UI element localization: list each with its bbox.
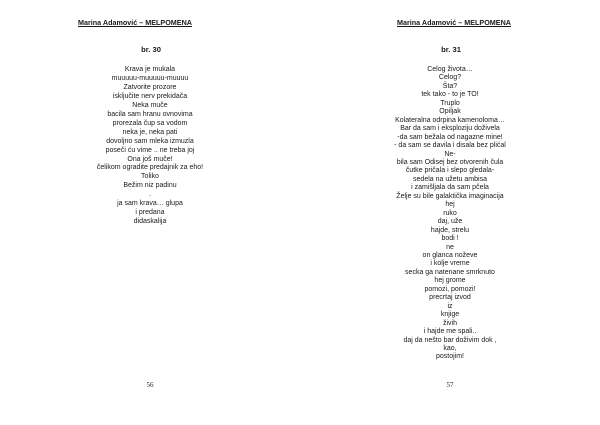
poem-line: hej	[445, 201, 455, 209]
poem-line: Šta?	[442, 82, 458, 90]
poem-line: Bežim niz padinu	[123, 182, 177, 190]
page-number: 56	[146, 381, 154, 389]
running-header: Marina Adamović – MELPOMENA	[397, 18, 511, 27]
poem-line: i zamišljala da sam pčela	[411, 184, 489, 192]
poem-line: i kolje vreme	[430, 260, 470, 268]
poem-line: precrtaj izvod	[429, 294, 471, 302]
poem-line: Krava je mukala	[124, 66, 176, 73]
poem-line: .	[149, 191, 151, 199]
poem-line: on glanca noževe	[422, 251, 478, 259]
poem-line: ja sam krava… glupa	[117, 200, 183, 208]
poem-line: -da sam bežala od nagazne mine!	[397, 133, 503, 141]
running-header: Marina Adamović – MELPOMENA	[78, 18, 192, 27]
poem-line: Neka muče	[132, 101, 168, 109]
poem-line: sedela na užetu ambisa	[413, 175, 487, 183]
poem-line: Bar da sam i eksploziju doživela	[400, 125, 500, 133]
poem-line: iz	[447, 302, 453, 310]
poem-line: živih	[442, 319, 457, 327]
poem-line: - da sam se davila i disala bez plićal	[394, 142, 506, 150]
right-page	[300, 0, 600, 425]
poem-line: čutke pričala i slepo gledala-	[405, 167, 495, 175]
poem-line: knjige	[440, 311, 460, 319]
page-number: 57	[446, 381, 454, 389]
poem-body	[355, 66, 545, 362]
poem-line: didaskalija	[133, 218, 167, 226]
poem-line: ruko	[443, 209, 457, 217]
poem-line: Toliko	[141, 173, 159, 181]
poem-line: Ona još muče!	[127, 155, 173, 163]
poem-line: daj, uže	[437, 218, 463, 226]
poem-line: bila sam Odisej bez otvorenih čula	[396, 158, 504, 166]
poem-body	[55, 66, 245, 227]
poem-line: i hajde me spali..	[423, 328, 477, 336]
poem-line: Truplo	[440, 99, 460, 107]
poem-line: i predana	[135, 209, 165, 217]
poem-line: pomozi, pomozi!	[424, 285, 476, 293]
poem-line: prorezala čup sa vodom	[112, 119, 188, 127]
poem-line: Ne-	[444, 150, 456, 158]
poem-line: Celog života…	[427, 66, 473, 73]
poem-line: neka je, neka pati	[122, 128, 178, 136]
poem-line: bodi !	[441, 235, 459, 243]
poem-line: Opiljak	[439, 108, 461, 116]
poem-title: br. 31	[441, 45, 461, 54]
poem-line: kao,	[443, 344, 457, 352]
poem-line: bacila sam hranu ovnovima	[107, 110, 193, 118]
poem-line: postojim!	[435, 353, 464, 361]
poem-line: hej grome	[434, 277, 466, 285]
poem-line: Kolateralna odrpina kamenoloma…	[395, 116, 505, 124]
poem-line: tek tako - to je TO!	[421, 91, 479, 99]
poem-line: čelikom ogradite predajnik za eho!	[96, 164, 204, 172]
poem-line: Celog?	[438, 74, 462, 82]
poem-line: secka ga natenane smrknuto	[405, 268, 495, 276]
poem-line: Zatvorite prozore	[123, 83, 177, 91]
poem-line: isključite nerv prekidača	[112, 92, 188, 100]
poem-line: Želje su bile galaktička imaginacija	[396, 192, 504, 200]
poem-line: ne	[446, 243, 454, 251]
poem-line: muuuuu-muuuuu-muuuu	[111, 74, 189, 82]
poem-title: br. 30	[141, 45, 161, 54]
poem-line: dovoljno sam mleka izmuzla	[106, 137, 194, 145]
poem-line: daj da nešto bar doživim dok ,	[403, 336, 497, 344]
poem-line: hajde, strelu	[430, 226, 470, 234]
poem-line: poseči ću vime .. ne treba joj	[105, 146, 195, 154]
